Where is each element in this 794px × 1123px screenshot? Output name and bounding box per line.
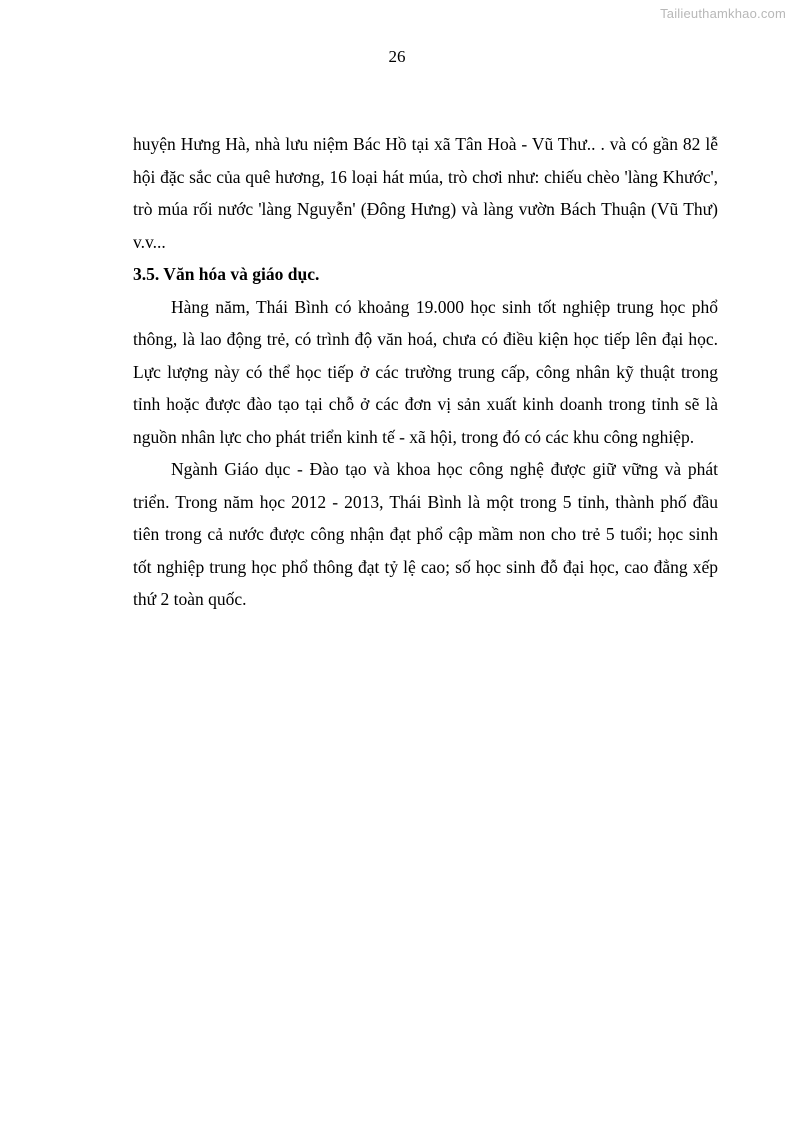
page-body (133, 128, 718, 616)
paragraph-graduates: Hàng năm, Thái Bình có khoảng 19.000 học sinh tốt nghiệp trung học phổ thông, là lao động trẻ, có trình độ văn hoá, chưa có điều kiện học tiếp lên đại học. Lực lượng này có thể học tiếp ở các trường trung cấp, công nhân kỹ thuật trong tỉnh hoặc được đào tạo tại chỗ ở các đơn vị sản xuất kinh doanh trong tỉnh sẽ là nguồn nhân lực cho phát triển kinh tế - xã hội, trong đó có các khu công nghiệp. (133, 296, 718, 447)
paragraph-education: Ngành Giáo dục - Đào tạo và khoa học công nghệ được giữ vững và phát triển. Trong năm học 2012 - 2013, Thái Bình là một trong 5 tỉnh, thành phố đầu tiên trong cả nước được công nhận đạt phổ cập mầm non cho trẻ 5 tuổi; học sinh tốt nghiệp trung học phổ thông đạt tỷ lệ cao; số học sinh đỗ đại học, cao đẳng xếp thứ 2 toàn quốc. (133, 459, 718, 609)
page-number: 26 (388, 47, 406, 66)
watermark: Tailieuthamkhao.com (660, 6, 786, 21)
paragraph-continuation: huyện Hưng Hà, nhà lưu niệm Bác Hồ tại xã Tân Hoà - Vũ Thư.. . và có gần 82 lễ hội đặc sắc của quê hương, 16 loại hát múa, trò chơi như: chiếu chèo 'làng Khước', trò múa rối nước 'làng Nguyễn' (Đông Hưng) và làng vườn Bách Thuận (Vũ Thư) v.v... (133, 134, 718, 252)
section-heading: 3.5. Văn hóa và giáo dục. (133, 264, 320, 284)
